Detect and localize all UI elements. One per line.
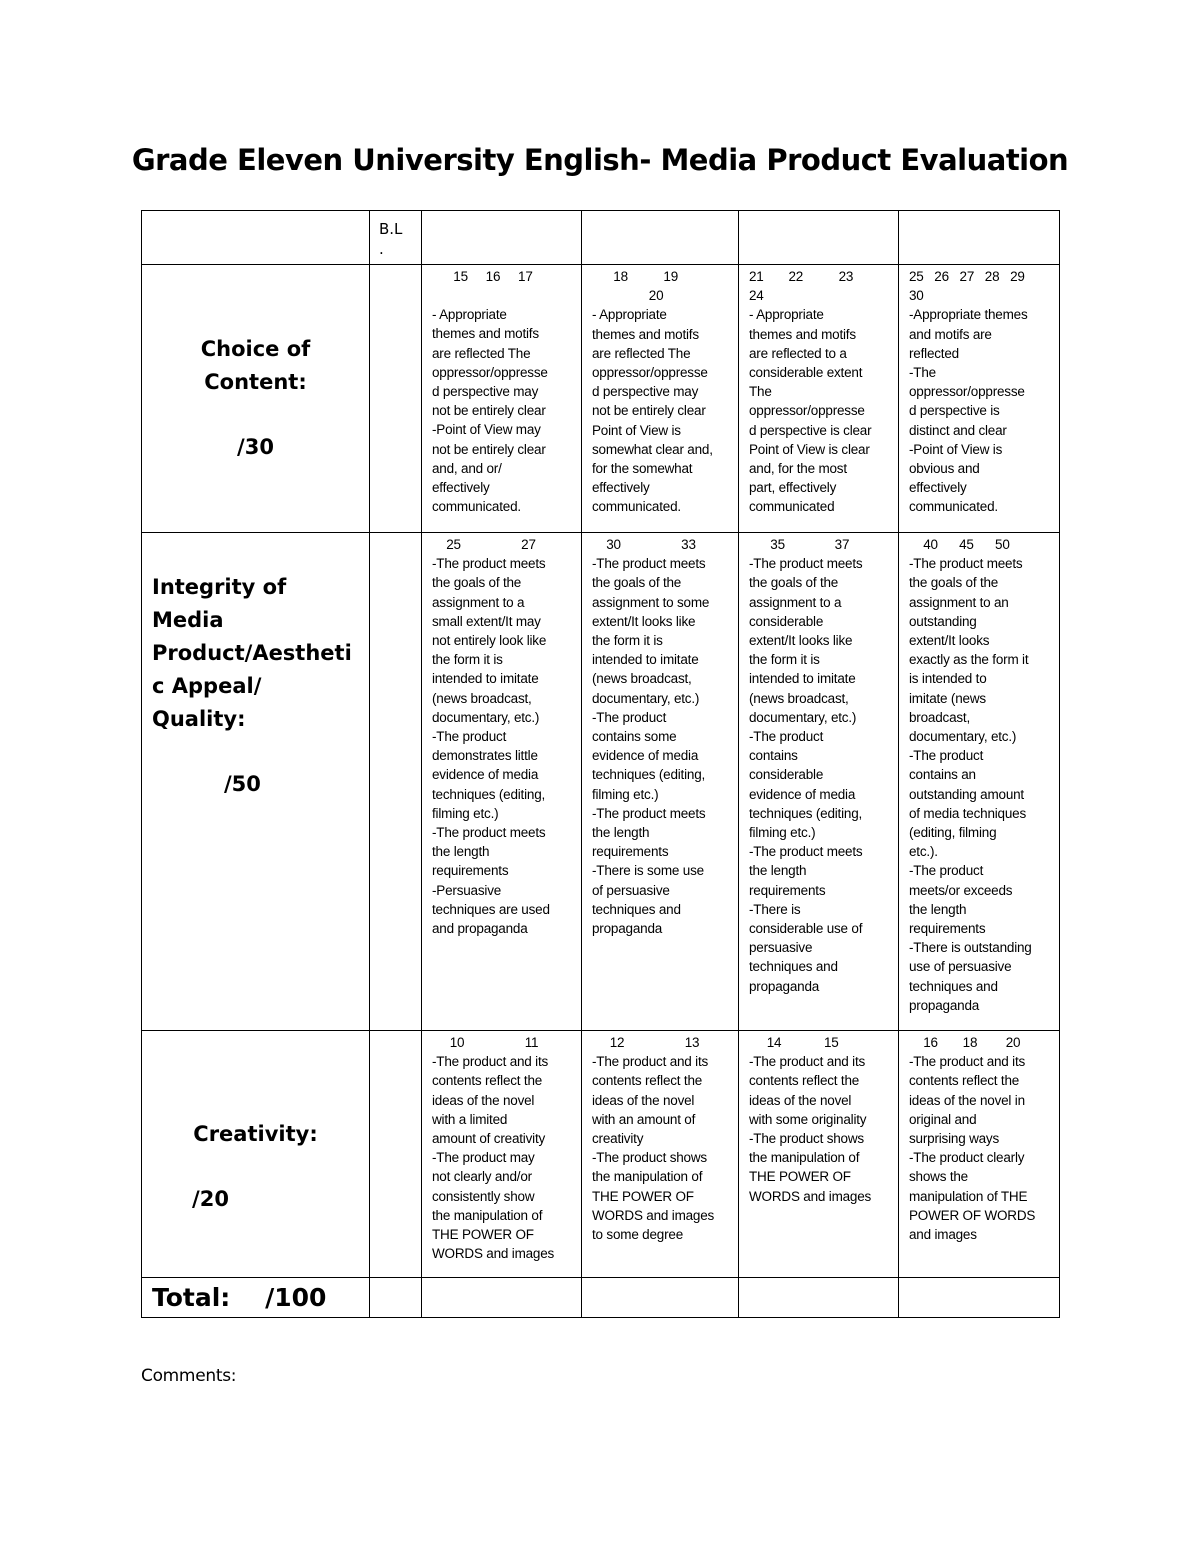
criterion-label: Choice of Content: xyxy=(200,337,311,394)
level-cell xyxy=(582,265,739,533)
level-cell xyxy=(582,1031,739,1278)
level-description: -Appropriate themes and motifs are reflected -The oppressor/oppresse d perspective is distinct and clear -Point of View is obvious and effectively communicated. xyxy=(909,307,1028,515)
level-scores: 16 18 20 xyxy=(909,1035,1021,1050)
page-title: Grade Eleven University English- Media Product Evaluation xyxy=(131,143,1069,177)
level-scores: 25 27 xyxy=(432,537,536,552)
level-cell xyxy=(422,265,582,533)
level-cell xyxy=(899,533,1060,1031)
criterion-score: /20 xyxy=(192,1187,229,1211)
criterion-score: /30 xyxy=(237,435,274,459)
total-level-cell xyxy=(739,1278,899,1318)
level-scores: 10 11 xyxy=(432,1035,539,1050)
criterion-cell xyxy=(142,265,370,533)
level-scores: 35 37 xyxy=(749,537,850,552)
header-level-4-cell xyxy=(899,211,1060,265)
table-row-integrity xyxy=(142,533,1060,1031)
level-cell xyxy=(582,533,739,1031)
total-label: Total: xyxy=(152,1283,231,1312)
level-description: -The product meets the goals of the assignment to some extent/It looks like the form it is intended to imitate (news broadcast, documentary, etc.) -The product contains some evidence of media techniques (editing, filming etc.) -The product meets the length requirements -There is some use of persuasive techniques and propaganda xyxy=(592,556,710,937)
total-level-cell xyxy=(422,1278,582,1318)
bl-cell xyxy=(370,1031,422,1278)
criterion-score: /50 xyxy=(224,772,261,796)
level-cell xyxy=(739,265,899,533)
level-scores: 14 15 xyxy=(749,1035,839,1050)
header-level-1-cell xyxy=(422,211,582,265)
level-scores: 21 22 23 24 xyxy=(749,269,854,304)
total-level-cell xyxy=(899,1278,1060,1318)
level-description: -The product and its contents reflect the ideas of the novel with an amount of creativity -The product shows the manipulation of THE POWER OF WORDS and images to some degree xyxy=(592,1054,715,1243)
level-scores: 40 45 50 xyxy=(909,537,1010,552)
level-cell xyxy=(739,1031,899,1278)
total-score: /100 xyxy=(265,1283,327,1312)
level-description: -The product meets the goals of the assignment to a considerable extent/It looks like the form it is intended to imitate (news broadcast, documentary, etc.) -The product contains considerable evidence of media techniques (editing, filming etc.) -The product meets the length requirements -There is considerable use of persuasive techniques and propaganda xyxy=(749,556,863,994)
level-description: -The product and its contents reflect the ideas of the novel with a limited amount of creativity -The product may not clearly and/or consistently show the manipulation of THE POWER OF WORDS and images xyxy=(432,1054,555,1262)
level-cell xyxy=(422,533,582,1031)
level-description: - Appropriate themes and motifs are reflected The oppressor/oppresse d perspective may not be entirely clear Point of View is somewhat clear and, for the somewhat effectively communicated. xyxy=(592,307,713,515)
criterion-cell xyxy=(142,1031,370,1278)
total-cell xyxy=(142,1278,370,1318)
level-scores: 12 13 xyxy=(592,1035,700,1050)
level-scores: 25 26 27 28 29 30 xyxy=(909,269,1025,304)
table-row-choice-of-content xyxy=(142,265,1060,533)
level-description: - Appropriate themes and motifs are reflected to a considerable extent The oppressor/oppresse d perspective is clear Point of View is clear and, for the most part, effectively communicated xyxy=(749,307,872,515)
header-bl-cell xyxy=(370,211,422,265)
header-criterion-cell xyxy=(142,211,370,265)
level-cell xyxy=(739,533,899,1031)
level-description: -The product and its contents reflect the ideas of the novel in original and surprising ways -The product clearly shows the manipulation of THE POWER OF WORDS and images xyxy=(909,1054,1036,1243)
evaluation-rubric-table xyxy=(141,210,1060,1318)
level-description: -The product and its contents reflect the ideas of the novel with some originality -The product shows the manipulation of THE POWER OF WORDS and images xyxy=(749,1054,872,1204)
level-cell xyxy=(422,1031,582,1278)
level-scores: 18 19 20 xyxy=(613,269,679,304)
table-row-creativity xyxy=(142,1031,1060,1278)
level-description: - Appropriate themes and motifs are reflected The oppressor/oppresse d perspective may not be entirely clear -Point of View may not be entirely clear and, and or/ effectively communicated. xyxy=(432,307,548,515)
header-level-3-cell xyxy=(739,211,899,265)
level-scores: 15 16 17 xyxy=(432,269,533,284)
level-scores: 30 33 xyxy=(592,537,696,552)
criterion-cell xyxy=(142,533,370,1031)
level-description: -The product meets the goals of the assignment to a small extent/It may not entirely look like the form it is intended to imitate (news broadcast, documentary, etc.) -The product demonstrates little evidence of media techniques (editing, filming etc.) -The product meets the length requirements -Persuasive techniques are used and propaganda xyxy=(432,556,550,937)
table-header-row xyxy=(142,211,1060,265)
criterion-label: Creativity: xyxy=(193,1122,318,1146)
bl-cell xyxy=(370,1278,422,1318)
total-level-cell xyxy=(582,1278,739,1318)
table-row-total xyxy=(142,1278,1060,1318)
level-cell xyxy=(899,265,1060,533)
comments-label: Comments: xyxy=(141,1366,237,1386)
header-level-2-cell xyxy=(582,211,739,265)
level-description: -The product meets the goals of the assignment to an outstanding extent/It looks exactly as the form it is intended to imitate (news broadcast, documentary, etc.) -The product contains an outstanding amount of media techniques (editing, filming etc.). -The product meets/or exceeds the length requirements -There is outstanding use of persuasive techniques and propaganda xyxy=(909,556,1032,1013)
bl-label: B.L . xyxy=(379,220,403,258)
bl-cell xyxy=(370,265,422,533)
bl-cell xyxy=(370,533,422,1031)
criterion-label: Integrity of Media Product/Aestheti c Appeal/ Quality: xyxy=(152,575,352,731)
level-cell xyxy=(899,1031,1060,1278)
